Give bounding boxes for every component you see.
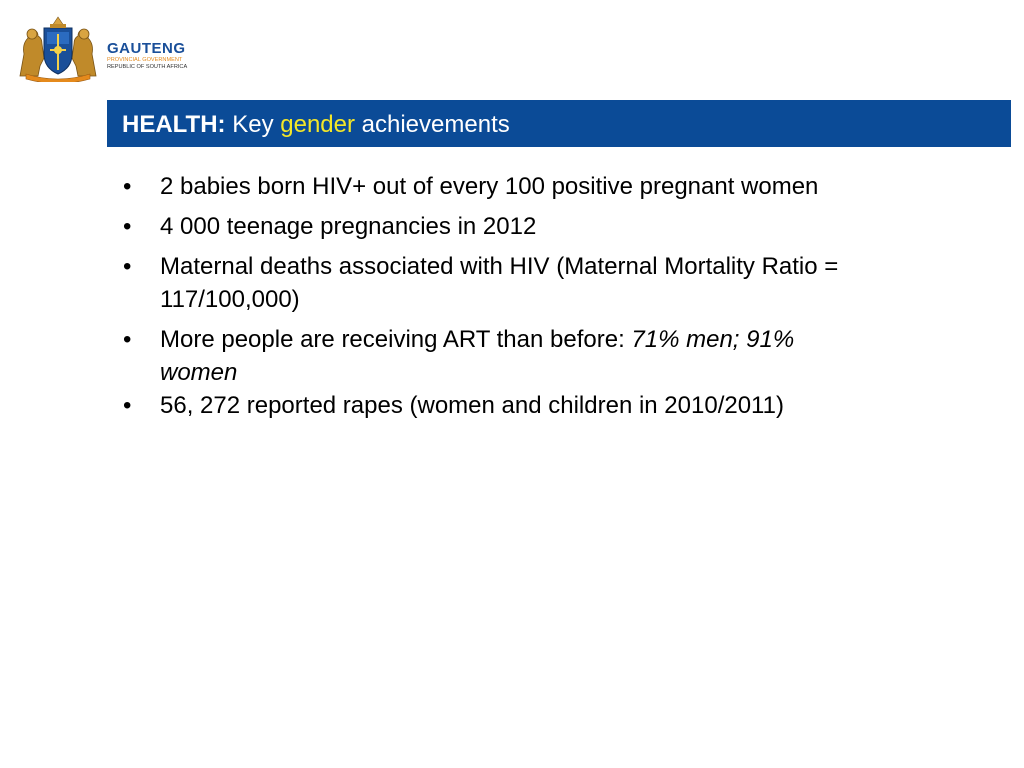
gauteng-logo — [14, 14, 204, 82]
list-item — [113, 250, 993, 316]
bullet-marker: • — [123, 173, 132, 200]
list-item — [113, 210, 993, 243]
title-part-2: achievements — [361, 111, 510, 138]
bullet-text: 2 babies born HIV+ out of every 100 positive pregnant women — [160, 173, 819, 200]
title-bar — [107, 100, 1011, 147]
title-part-1: Key — [232, 111, 274, 138]
title-highlight: gender — [280, 111, 355, 138]
bullet-text-italic-line-2: women — [160, 359, 238, 386]
bullet-marker: • — [123, 253, 132, 280]
bullet-marker: • — [123, 326, 132, 353]
coat-of-arms-icon — [14, 14, 102, 82]
logo-name: GAUTENG — [107, 40, 186, 57]
bullet-list — [113, 170, 993, 422]
title-bold: HEALTH: — [122, 111, 226, 138]
slide-title — [122, 111, 510, 138]
bullet-text-line-1: Maternal deaths associated with HIV (Maternal Mortality Ratio = — [160, 253, 839, 280]
logo-subtitle-2: REPUBLIC OF SOUTH AFRICA — [107, 64, 188, 70]
list-item — [113, 323, 993, 389]
bullet-text: 4 000 teenage pregnancies in 2012 — [160, 213, 537, 240]
bullet-text-plain: More people are receiving ART than before: — [160, 326, 625, 353]
bullet-marker: • — [123, 213, 132, 240]
bullet-marker: • — [123, 392, 132, 419]
bullet-text-italic: 71% men; 91% — [631, 326, 795, 353]
bullet-text: 56, 272 reported rapes (women and children in 2010/2011) — [160, 392, 784, 419]
bullet-text-line-2: 117/100,000) — [160, 286, 300, 313]
logo-text — [107, 41, 187, 71]
list-item — [113, 170, 993, 203]
list-item — [113, 389, 993, 422]
logo-subtitle-1: PROVINCIAL GOVERNMENT — [107, 57, 183, 63]
